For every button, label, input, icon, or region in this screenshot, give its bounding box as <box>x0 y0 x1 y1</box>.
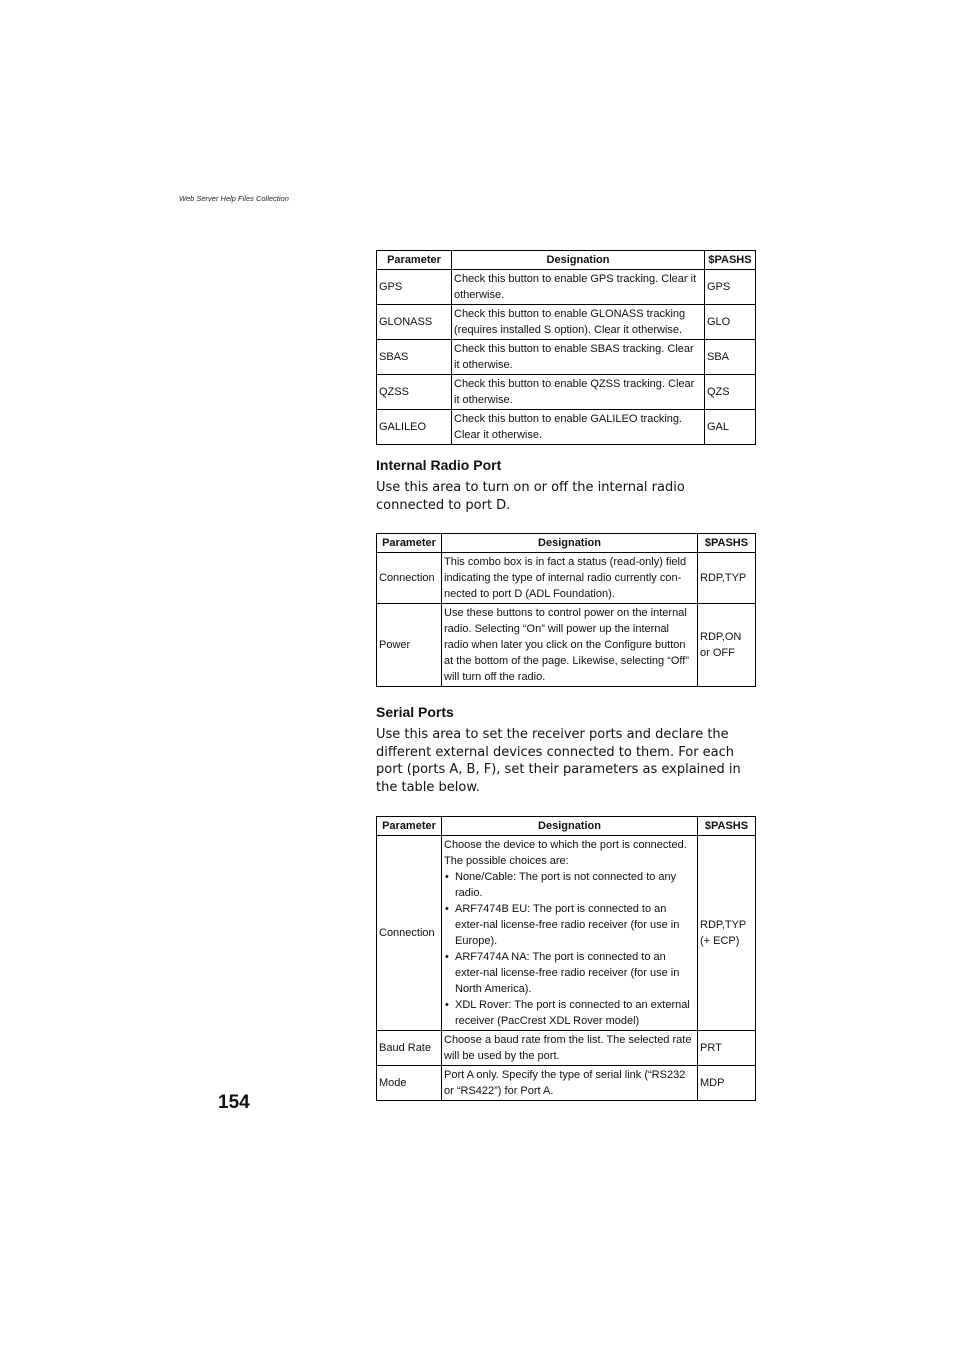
running-header: Web Server Help Files Collection <box>179 194 289 203</box>
param-cell: Baud Rate <box>377 1031 442 1066</box>
designation-cell: Check this button to enable GALILEO tracking. Clear it otherwise. <box>452 410 705 445</box>
param-cell: Power <box>377 604 442 687</box>
section-title-internal-radio: Internal Radio Port <box>376 457 502 473</box>
device-choices-list <box>444 869 695 1029</box>
constellation-table <box>376 250 756 445</box>
pashs-cell: RDP,TYP (+ ECP) <box>698 836 756 1031</box>
pashs-cell: GAL <box>705 410 756 445</box>
designation-cell: Check this button to enable SBAS tracking. Clear it otherwise. <box>452 340 705 375</box>
table-header-row <box>377 534 756 553</box>
column-header: Designation <box>452 251 705 270</box>
section-title-serial-ports: Serial Ports <box>376 704 454 720</box>
table-row <box>377 375 756 410</box>
pashs-cell: PRT <box>698 1031 756 1066</box>
page-number: 154 <box>218 1092 250 1113</box>
column-header: $PASHS <box>698 817 756 836</box>
list-item: • XDL Rover: The port is connected to an external receiver (PacCrest XDL Rover model) <box>444 997 695 1029</box>
table-row <box>377 270 756 305</box>
param-cell: GALILEO <box>377 410 452 445</box>
table-header-row <box>377 251 756 270</box>
list-item: • None/Cable: The port is not connected to any radio. <box>444 869 695 901</box>
section-intro-internal-radio: Use this area to turn on or off the internal radio connected to port D. <box>376 480 685 513</box>
table-header-row <box>377 817 756 836</box>
param-cell: Connection <box>377 836 442 1031</box>
serial-ports-table <box>376 816 756 1101</box>
table-row <box>377 340 756 375</box>
designation-cell: Choose a baud rate from the list. The selected rate will be used by the port. <box>442 1031 698 1066</box>
list-item: • ARF7474A NA: The port is connected to an exter-nal license-free radio receiver (for use in North America). <box>444 949 695 997</box>
designation-intro: Choose the device to which the port is connected. The possible choices are: <box>444 839 687 867</box>
internal-radio-table <box>376 533 756 687</box>
column-header: Designation <box>442 534 698 553</box>
table-row <box>377 604 756 687</box>
list-item: • ARF7474B EU: The port is connected to an exter-nal license-free radio receiver (for use in Europe). <box>444 901 695 949</box>
pashs-cell: QZS <box>705 375 756 410</box>
param-cell: Mode <box>377 1066 442 1101</box>
param-cell: QZSS <box>377 375 452 410</box>
table-row <box>377 553 756 604</box>
table-row <box>377 305 756 340</box>
pashs-cell: MDP <box>698 1066 756 1101</box>
param-cell: GLONASS <box>377 305 452 340</box>
column-header: $PASHS <box>698 534 756 553</box>
column-header: Parameter <box>377 534 442 553</box>
table-row <box>377 836 756 1031</box>
pashs-cell: RDP,TYP <box>698 553 756 604</box>
table-row <box>377 1031 756 1066</box>
table-row <box>377 1066 756 1101</box>
param-cell: Connection <box>377 553 442 604</box>
designation-cell: This combo box is in fact a status (read-only) field indicating the type of internal radio currently con-nected to port D (ADL Foundation). <box>442 553 698 604</box>
section-intro-serial-ports: Use this area to set the receiver ports and declare the different external devices connected to them. For each port (ports A, B, F), set their parameters as explained in the table below. <box>376 727 741 795</box>
pashs-cell: GLO <box>705 305 756 340</box>
designation-cell: Use these buttons to control power on the internal radio. Selecting “On” will power up the internal radio when later you click on the Configure button at the bottom of the page. Likewise, selecting “Off” will turn off the radio. <box>442 604 698 687</box>
designation-cell <box>442 836 698 1031</box>
table-row <box>377 410 756 445</box>
column-header: $PASHS <box>705 251 756 270</box>
pashs-cell: RDP,ON or OFF <box>698 604 756 687</box>
designation-cell: Check this button to enable GLONASS tracking (requires installed S option). Clear it otherwise. <box>452 305 705 340</box>
param-cell: SBAS <box>377 340 452 375</box>
column-header: Parameter <box>377 251 452 270</box>
pashs-cell: SBA <box>705 340 756 375</box>
pashs-cell: GPS <box>705 270 756 305</box>
designation-cell: Check this button to enable GPS tracking. Clear it otherwise. <box>452 270 705 305</box>
designation-cell: Check this button to enable QZSS tracking. Clear it otherwise. <box>452 375 705 410</box>
param-cell: GPS <box>377 270 452 305</box>
column-header: Parameter <box>377 817 442 836</box>
column-header: Designation <box>442 817 698 836</box>
designation-cell: Port A only. Specify the type of serial link (“RS232 or “RS422”) for Port A. <box>442 1066 698 1101</box>
